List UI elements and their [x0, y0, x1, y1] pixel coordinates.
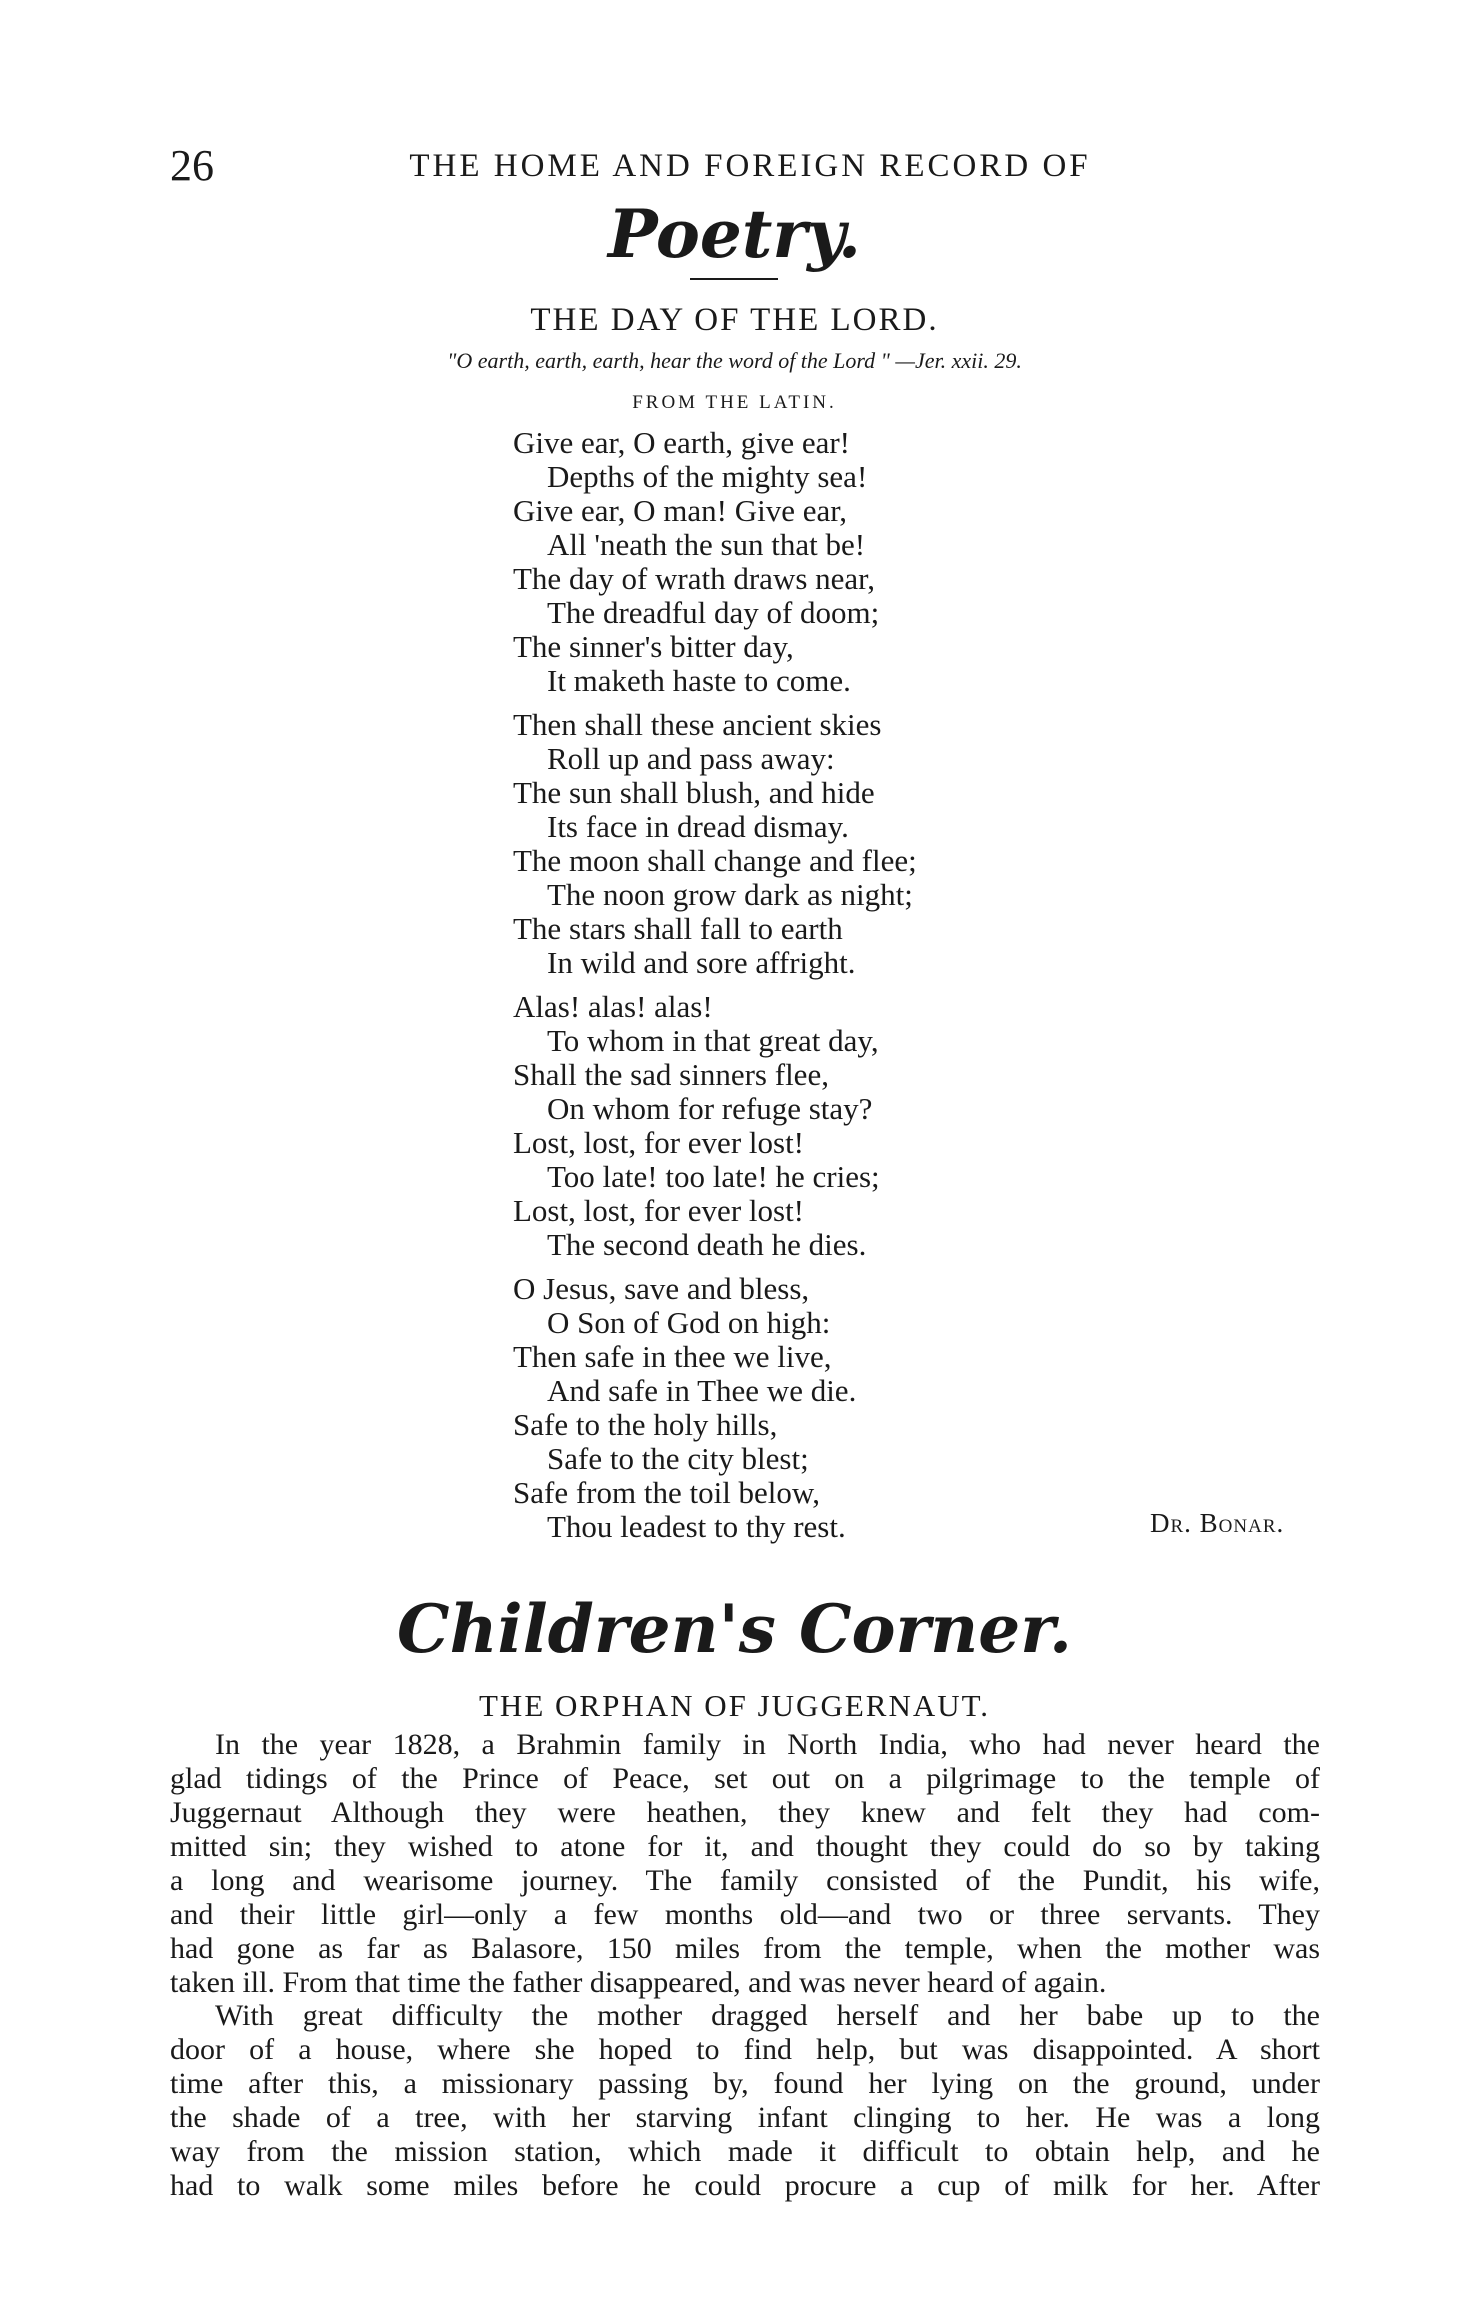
poem-line: Then safe in thee we live, [513, 1339, 832, 1374]
poem-line: Give ear, O man! Give ear, [513, 493, 848, 528]
story-title: THE ORPHAN OF JUGGERNAUT. [479, 1688, 990, 1723]
paragraph-line: door of a house, where she hoped to find help, but was disappointed. A short [170, 2033, 1320, 2066]
poem-line: Then shall these ancient skies [513, 707, 882, 742]
stanza-1 [513, 426, 1213, 698]
poem-line: The stars shall fall to earth [513, 911, 843, 946]
poem-line: Thou leadest to thy rest. [547, 1509, 846, 1544]
paragraph-line: the shade of a tree, with her starving infant clinging to her. He was a long [170, 2101, 1320, 2134]
poem-line: O Jesus, save and bless, [513, 1271, 810, 1306]
poem-epigraph: "O earth, earth, earth, hear the word of the Lord " —Jer. xxii. 29. [447, 348, 1022, 373]
page-header [170, 140, 1330, 190]
poem-title: THE DAY OF THE LORD. [530, 302, 939, 338]
poem-line: Roll up and pass away: [547, 741, 835, 776]
poem-line: O Son of God on high: [547, 1305, 831, 1340]
poem-line: Lost, lost, for ever lost! [513, 1193, 805, 1228]
paragraph-line: mitted sin; they wished to atone for it, and thought they could do so by taking [170, 1830, 1320, 1863]
paragraph-line: glad tidings of the Prince of Peace, set out on a pilgrimage to the temple of [170, 1762, 1320, 1795]
story-paragraph-1 [170, 1728, 1320, 2000]
paragraph-line: had gone as far as Balasore, 150 miles from the temple, when the mother was [170, 1932, 1320, 1965]
poem-line: It maketh haste to come. [547, 663, 851, 698]
paragraph-line: taken ill. From that time the father disappeared, and was never heard of again. [170, 1966, 1107, 1999]
paragraph-line: In the year 1828, a Brahmin family in North India, who had never heard the [215, 1728, 1320, 1761]
story-paragraph-2 [170, 1999, 1320, 2203]
stanza-4 [513, 1272, 1213, 1544]
poem-line: The sinner's bitter day, [513, 629, 794, 664]
poem-line: To whom in that great day, [547, 1023, 879, 1058]
paragraph-line: way from the mission station, which made it difficult to obtain help, and he [170, 2135, 1320, 2168]
page-number: 26 [170, 141, 214, 190]
poem-line: Safe to the city blest; [547, 1441, 809, 1476]
poem-line: Too late! too late! he cries; [547, 1159, 880, 1194]
stanza-3 [513, 990, 1213, 1262]
poem-line: The second death he dies. [547, 1227, 867, 1262]
poem-line: The day of wrath draws near, [513, 561, 875, 596]
paragraph-line: With great difficulty the mother dragged herself and her babe up to the [215, 1999, 1320, 2032]
poem-line: Depths of the mighty sea! [547, 459, 868, 494]
poem-line: All 'neath the sun that be! [547, 527, 866, 562]
paragraph-line: had to walk some miles before he could procure a cup of milk for her. After [170, 2169, 1320, 2202]
poem-line: Give ear, O earth, give ear! [513, 425, 850, 460]
stanza-2 [513, 708, 1213, 980]
poem-line: Shall the sad sinners flee, [513, 1057, 829, 1092]
poetry-section-title: Poetry. [608, 195, 861, 273]
title-rule [690, 278, 778, 280]
paragraph-line: a long and wearisome journey. The family consisted of the Pundit, his wife, [170, 1864, 1320, 1897]
poem-line: Safe from the toil below, [513, 1475, 821, 1510]
poem-source: FROM THE LATIN. [632, 392, 837, 413]
poem-line: Safe to the holy hills, [513, 1407, 778, 1442]
poem-line: Alas! alas! alas! [513, 989, 713, 1024]
running-head: THE HOME AND FOREIGN RECORD OF [409, 148, 1091, 184]
paragraph-line: Juggernaut Although they were heathen, they knew and felt they had com- [170, 1796, 1320, 1829]
paragraph-line: time after this, a missionary passing by, found her lying on the ground, under [170, 2067, 1320, 2100]
childrens-corner-title: Children's Corner. [397, 1590, 1072, 1668]
poem-signature: Dr. Bonar. [1150, 1508, 1285, 1538]
poem-line: The moon shall change and flee; [513, 843, 917, 878]
poem-line: Its face in dread dismay. [547, 809, 849, 844]
poem-line: The sun shall blush, and hide [513, 775, 875, 810]
poem-line: The dreadful day of doom; [547, 595, 880, 630]
poem-line: On whom for refuge stay? [547, 1091, 873, 1126]
paragraph-line: and their little girl—only a few months old—and two or three servants. They [170, 1898, 1320, 1931]
poem-line: In wild and sore affright. [547, 945, 856, 980]
poem-line: And safe in Thee we die. [547, 1373, 857, 1408]
poem-line: Lost, lost, for ever lost! [513, 1125, 805, 1160]
poem-line: The noon grow dark as night; [547, 877, 913, 912]
